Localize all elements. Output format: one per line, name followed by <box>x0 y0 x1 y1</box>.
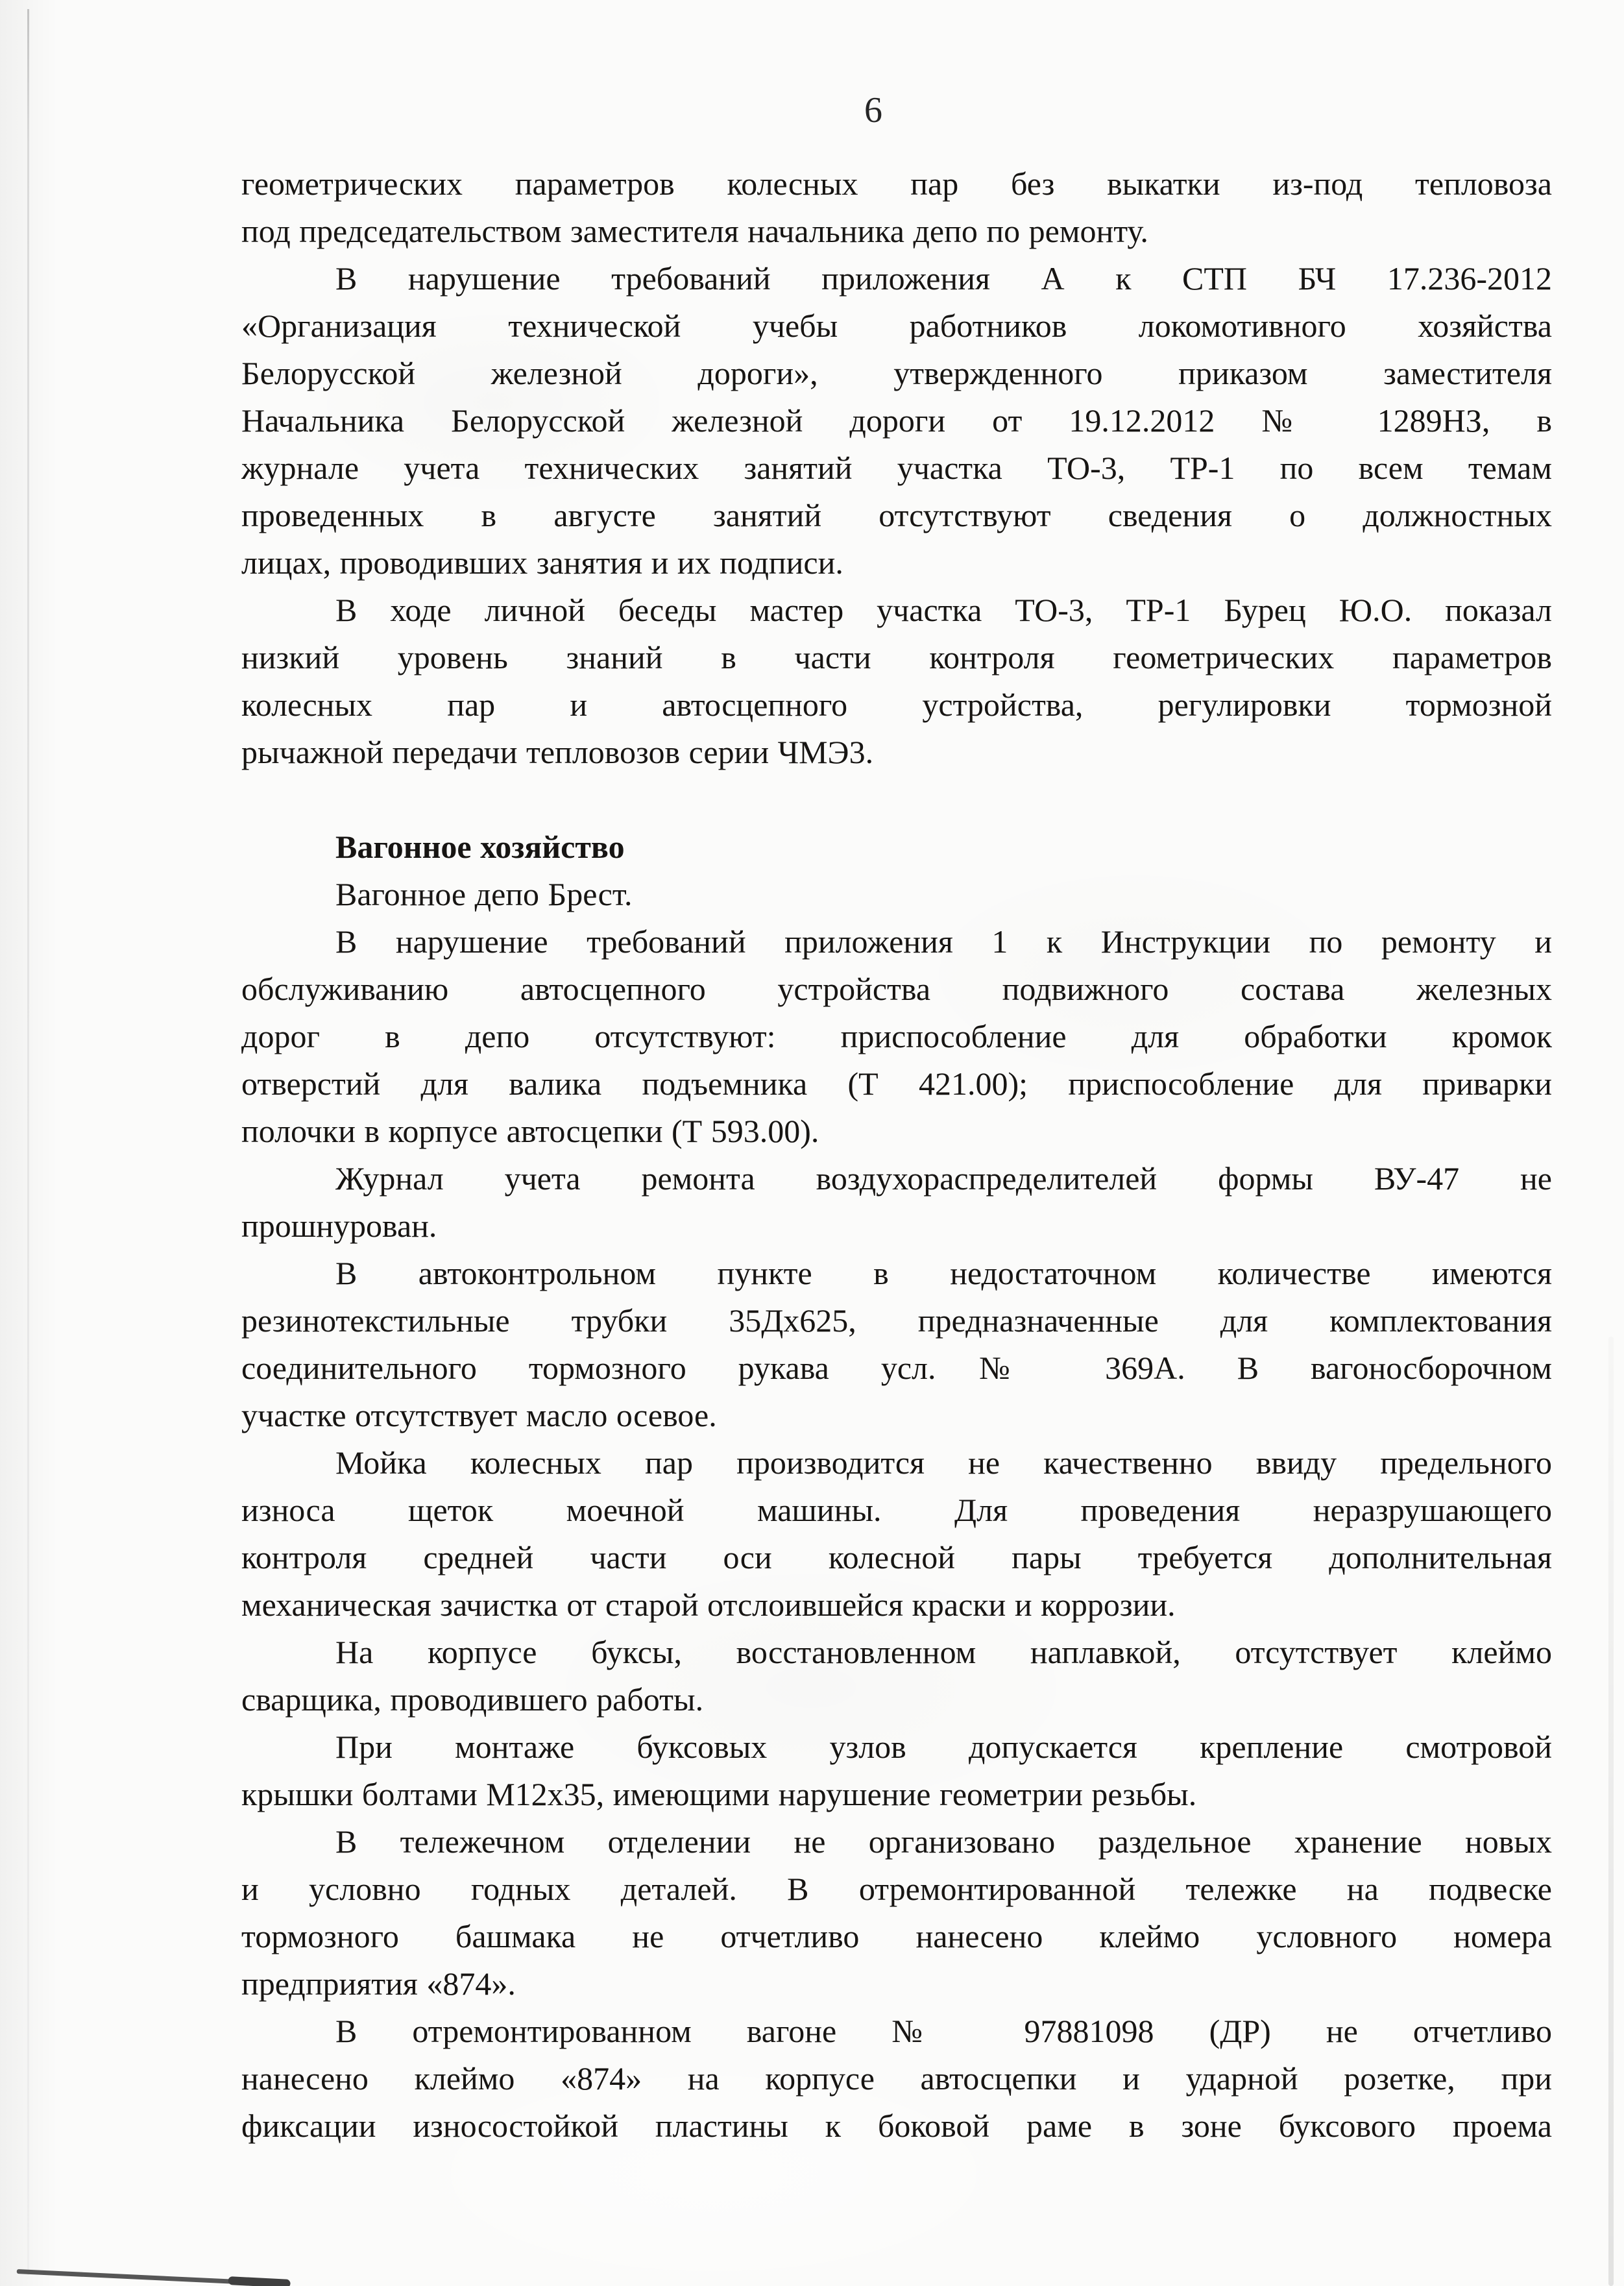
text-line: отверстий для валика подъемника (Т 421.00); приспособление для приварки <box>241 1065 1552 1102</box>
text-line: геометрических параметров колесных пар без выкатки из-под тепловоза <box>241 165 1552 202</box>
text-line: низкий уровень знаний в части контроля геометрических параметров <box>241 639 1552 675</box>
text-line: контроля средней части оси колесной пары требуется дополнительная <box>241 1539 1552 1575</box>
text-line: нанесено клеймо «874» на корпусе автосцепки и ударной розетке, при <box>241 2060 1552 2097</box>
text-line: В нарушение требований приложения А к СТП БЧ 17.236-2012 <box>335 260 1552 297</box>
text-line: лицах, проводивших занятия и их подписи. <box>241 544 843 581</box>
text-line: Мойка колесных пар производится не качественно ввиду предельного <box>335 1444 1552 1481</box>
text-line: крышки болтами М12х35, имеющими нарушение геометрии резьбы. <box>241 1776 1197 1812</box>
text-line: Вагонное депо Брест. <box>335 876 633 912</box>
section-heading: Вагонное хозяйство <box>335 829 625 865</box>
text-line: фиксации износостойкой пластины к боковой раме в зоне буксового проема <box>241 2108 1552 2144</box>
text-line: колесных пар и автосцепного устройства, регулировки тормозной <box>241 687 1552 723</box>
page-number: 6 <box>864 90 882 130</box>
text-line: тормозного башмака не отчетливо нанесено клеймо условного номера <box>241 1918 1552 1954</box>
text-line: под председательством заместителя начальника депо по ремонту. <box>241 213 1148 249</box>
text-line: резинотекстильные трубки 35Дх625, предназначенные для комплектования <box>241 1302 1552 1339</box>
text-line: На корпусе буксы, восстановленном наплавкой, отсутствует клеймо <box>335 1634 1552 1670</box>
text-line: В тележечном отделении не организовано раздельное хранение новых <box>335 1823 1552 1860</box>
text-line: Белорусской железной дороги», утвержденного приказом заместителя <box>241 355 1552 391</box>
scan-artifact-bottom-blob <box>228 2276 291 2286</box>
text-line: прошнурован. <box>241 1208 437 1244</box>
scan-artifact-right-line <box>1608 1337 1614 2286</box>
text-line: участке отсутствует масло осевое. <box>241 1397 717 1433</box>
text-line: и условно годных деталей. В отремонтированной тележке на подвеске <box>241 1871 1552 1907</box>
scan-artifact-left-line <box>27 9 29 2275</box>
text-line: износа щеток моечной машины. Для проведения неразрушающего <box>241 1492 1552 1528</box>
text-line: обслуживанию автосцепного устройства подвижного состава железных <box>241 971 1552 1007</box>
text-line: проведенных в августе занятий отсутствуют сведения о должностных <box>241 497 1552 533</box>
text-line: предприятия «874». <box>241 1965 516 2002</box>
text-line: соединительного тормозного рукава усл.№ 369А. В вагоносборочном <box>241 1350 1552 1386</box>
text-line: В нарушение требований приложения 1 к Инструкции по ремонту и <box>335 923 1552 960</box>
text-line: При монтаже буксовых узлов допускается крепление смотровой <box>335 1729 1552 1765</box>
text-block <box>241 160 1552 2150</box>
text-line: В отремонтированном вагоне № 97881098 (ДР) не отчетливо <box>335 2013 1552 2049</box>
text-line: журнале учета технических занятий участка ТО-3, ТР-1 по всем темам <box>241 450 1552 486</box>
text-line: механическая зачистка от старой отслоившейся краски и коррозии. <box>241 1587 1176 1623</box>
text-line: полочки в корпусе автосцепки (Т 593.00). <box>241 1113 819 1149</box>
text-line: «Организация технической учебы работников локомотивного хозяйства <box>241 308 1552 344</box>
text-line: дорог в депо отсутствуют: приспособление для обработки кромок <box>241 1018 1552 1054</box>
text-line: Журнал учета ремонта воздухораспределителей формы ВУ-47 не <box>335 1160 1552 1197</box>
text-line: рычажной передачи тепловозов серии ЧМЭ3. <box>241 734 874 770</box>
text-line: Начальника Белорусской железной дороги от 19.12.2012 № 1289НЗ, в <box>241 402 1552 439</box>
text-line: В ходе личной беседы мастер участка ТО-3, ТР-1 Бурец Ю.О. показал <box>335 592 1552 628</box>
text-line: сварщика, проводившего работы. <box>241 1681 704 1718</box>
text-line: В автоконтрольном пункте в недостаточном количестве имеются <box>335 1255 1552 1291</box>
